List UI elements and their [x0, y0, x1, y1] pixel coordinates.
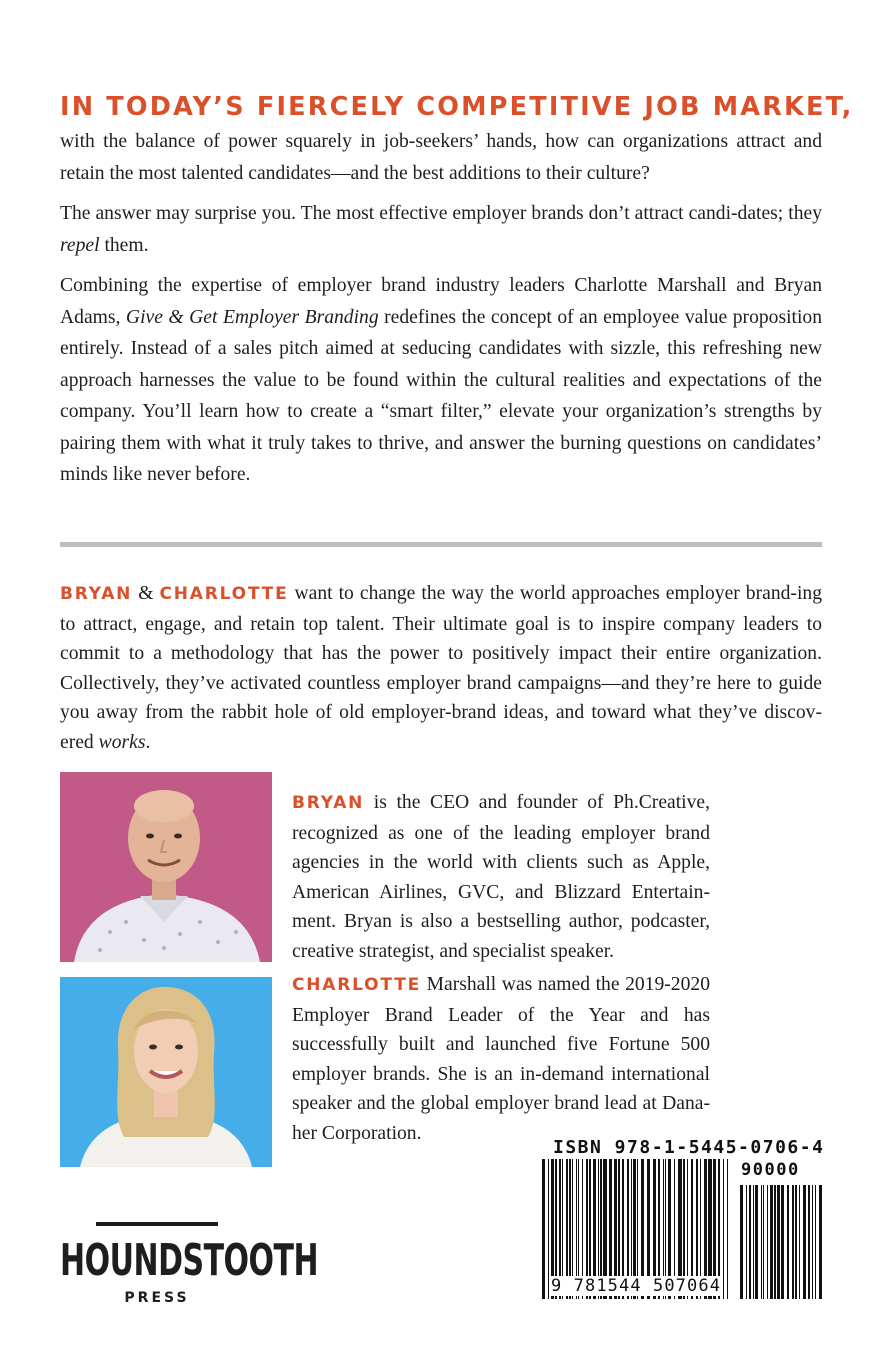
intro-p2-emphasis: repel: [60, 234, 100, 256]
intro-p2-tail: them.: [99, 234, 149, 256]
intro-paragraph-1: [60, 126, 822, 189]
intro-p1-text: with the balance of power squarely in job-seekers’ hands, how can organizations attract and retain the most talented candidates—and the best additions to their culture?: [60, 131, 822, 184]
charlotte-name: CHARLOTTE: [292, 975, 422, 995]
publisher-logo: [60, 1222, 319, 1310]
barcode-bar: [774, 1185, 776, 1299]
charlotte-photo: [60, 977, 272, 1167]
intro-p3-text: Combining the expertise of employer brand industry leaders Charlotte Marshall and Bryan Adams,: [60, 275, 822, 328]
barcode-bar: [815, 1185, 816, 1299]
bryan-bio: [292, 788, 710, 966]
barcode-bar: [799, 1185, 800, 1299]
barcode-bar: [761, 1185, 762, 1299]
barcode-bar: [808, 1185, 810, 1299]
intro-paragraph-2: [60, 198, 822, 261]
intro-p3-tail: redefines the concept of an employee value proposition entirely. Instead of a sales pitch aimed at seducing candidates with sizzle, this refreshing new approach harnesses the value to be found within the cultural realities and expectations of the company. You’ll learn how to create a “smart filter,” elevate your organization’s strengths by pairing them with what it truly takes to thrive, and answer the burning questions on candidates’ minds like never before.: [60, 306, 823, 485]
intro-copy: [60, 126, 822, 500]
barcode-bar: [542, 1159, 545, 1299]
bryan-name: BRYAN: [292, 793, 365, 813]
barcode-bar: [787, 1185, 789, 1299]
headline: IN TODAY’S FIERCELY COMPETITIVE JOB MARKET,: [60, 92, 854, 122]
logo-rule: [96, 1222, 218, 1226]
isbn-text: ISBN 978-1-5445-0706-4: [553, 1137, 825, 1158]
intro-paragraph-3: [60, 270, 822, 491]
barcode-bar: [803, 1185, 806, 1299]
barcode-bar: [819, 1185, 822, 1299]
barcode-bar: [749, 1185, 751, 1299]
charlotte-portrait-illustration: [60, 977, 272, 1167]
bryan-portrait-illustration: [60, 772, 272, 962]
barcode-bar: [792, 1185, 794, 1299]
price-code: 90000: [741, 1160, 800, 1180]
barcode-bar: [755, 1185, 758, 1299]
ean-digits: 9 781544 507064: [551, 1276, 722, 1296]
author-name-charlotte: CHARLOTTE: [159, 584, 289, 604]
bryan-photo: [60, 772, 272, 962]
barcode-bar: [723, 1159, 724, 1299]
publisher-name: HOUNDSTOOTH: [60, 1236, 319, 1287]
barcode-bar: [770, 1185, 773, 1299]
section-divider: [60, 542, 822, 547]
barcode-bar: [767, 1185, 768, 1299]
authors-bio-tail: .: [145, 731, 151, 753]
authors-bio: [60, 579, 822, 757]
barcode-bar: [753, 1185, 754, 1299]
barcode-bar: [795, 1185, 797, 1299]
charlotte-bio: [292, 970, 710, 1148]
authors-bio-emphasis: works: [98, 731, 146, 753]
barcode-bar: [727, 1159, 728, 1299]
book-title: Give & Get Employer Branding: [125, 306, 379, 328]
bryan-bio-text: is the CEO and founder of Ph.Creative, recognized as one of the leading employer brand agencies in the world with clients such as Apple, American Airlines, GVC, and Blizzard Entertain-ment. Bryan is also a bestselling author, podcaster, creative strategist, and specialist speaker.: [292, 792, 710, 962]
intro-p2-text: The answer may surprise you. The most effective employer brands don’t attract candi-dates; they: [60, 203, 822, 224]
barcode-bar: [746, 1185, 747, 1299]
barcode-bar: [740, 1185, 743, 1299]
barcode-bar: [781, 1185, 784, 1299]
publisher-sub: PRESS: [124, 1290, 190, 1306]
author-name-bryan: BRYAN: [60, 584, 133, 604]
authors-bio-text: want to change the way the world approaches employer brand-ing to attract, engage, and retain top talent. Their ultimate goal is to inspire company leaders to commit to a methodology that has the power to positively impact their entire organization. Collectively, they’ve activated countless employer brand campaigns—and they’re here to guide you away from the rabbit hole of old employer-brand ideas, and toward what they’ve discov-ered: [60, 583, 822, 753]
barcode-bar: [763, 1185, 764, 1299]
charlotte-bio-text: Marshall was named the 2019-2020 Employer Brand Leader of the Year and has successfully built and launched five Fortune 500 employer brands. She is an in-demand international speaker and the global employer brand lead at Dana-her Corporation.: [292, 974, 710, 1144]
ampersand: &: [132, 583, 160, 604]
barcode-bar: [812, 1185, 813, 1299]
barcode-bar: [777, 1185, 780, 1299]
